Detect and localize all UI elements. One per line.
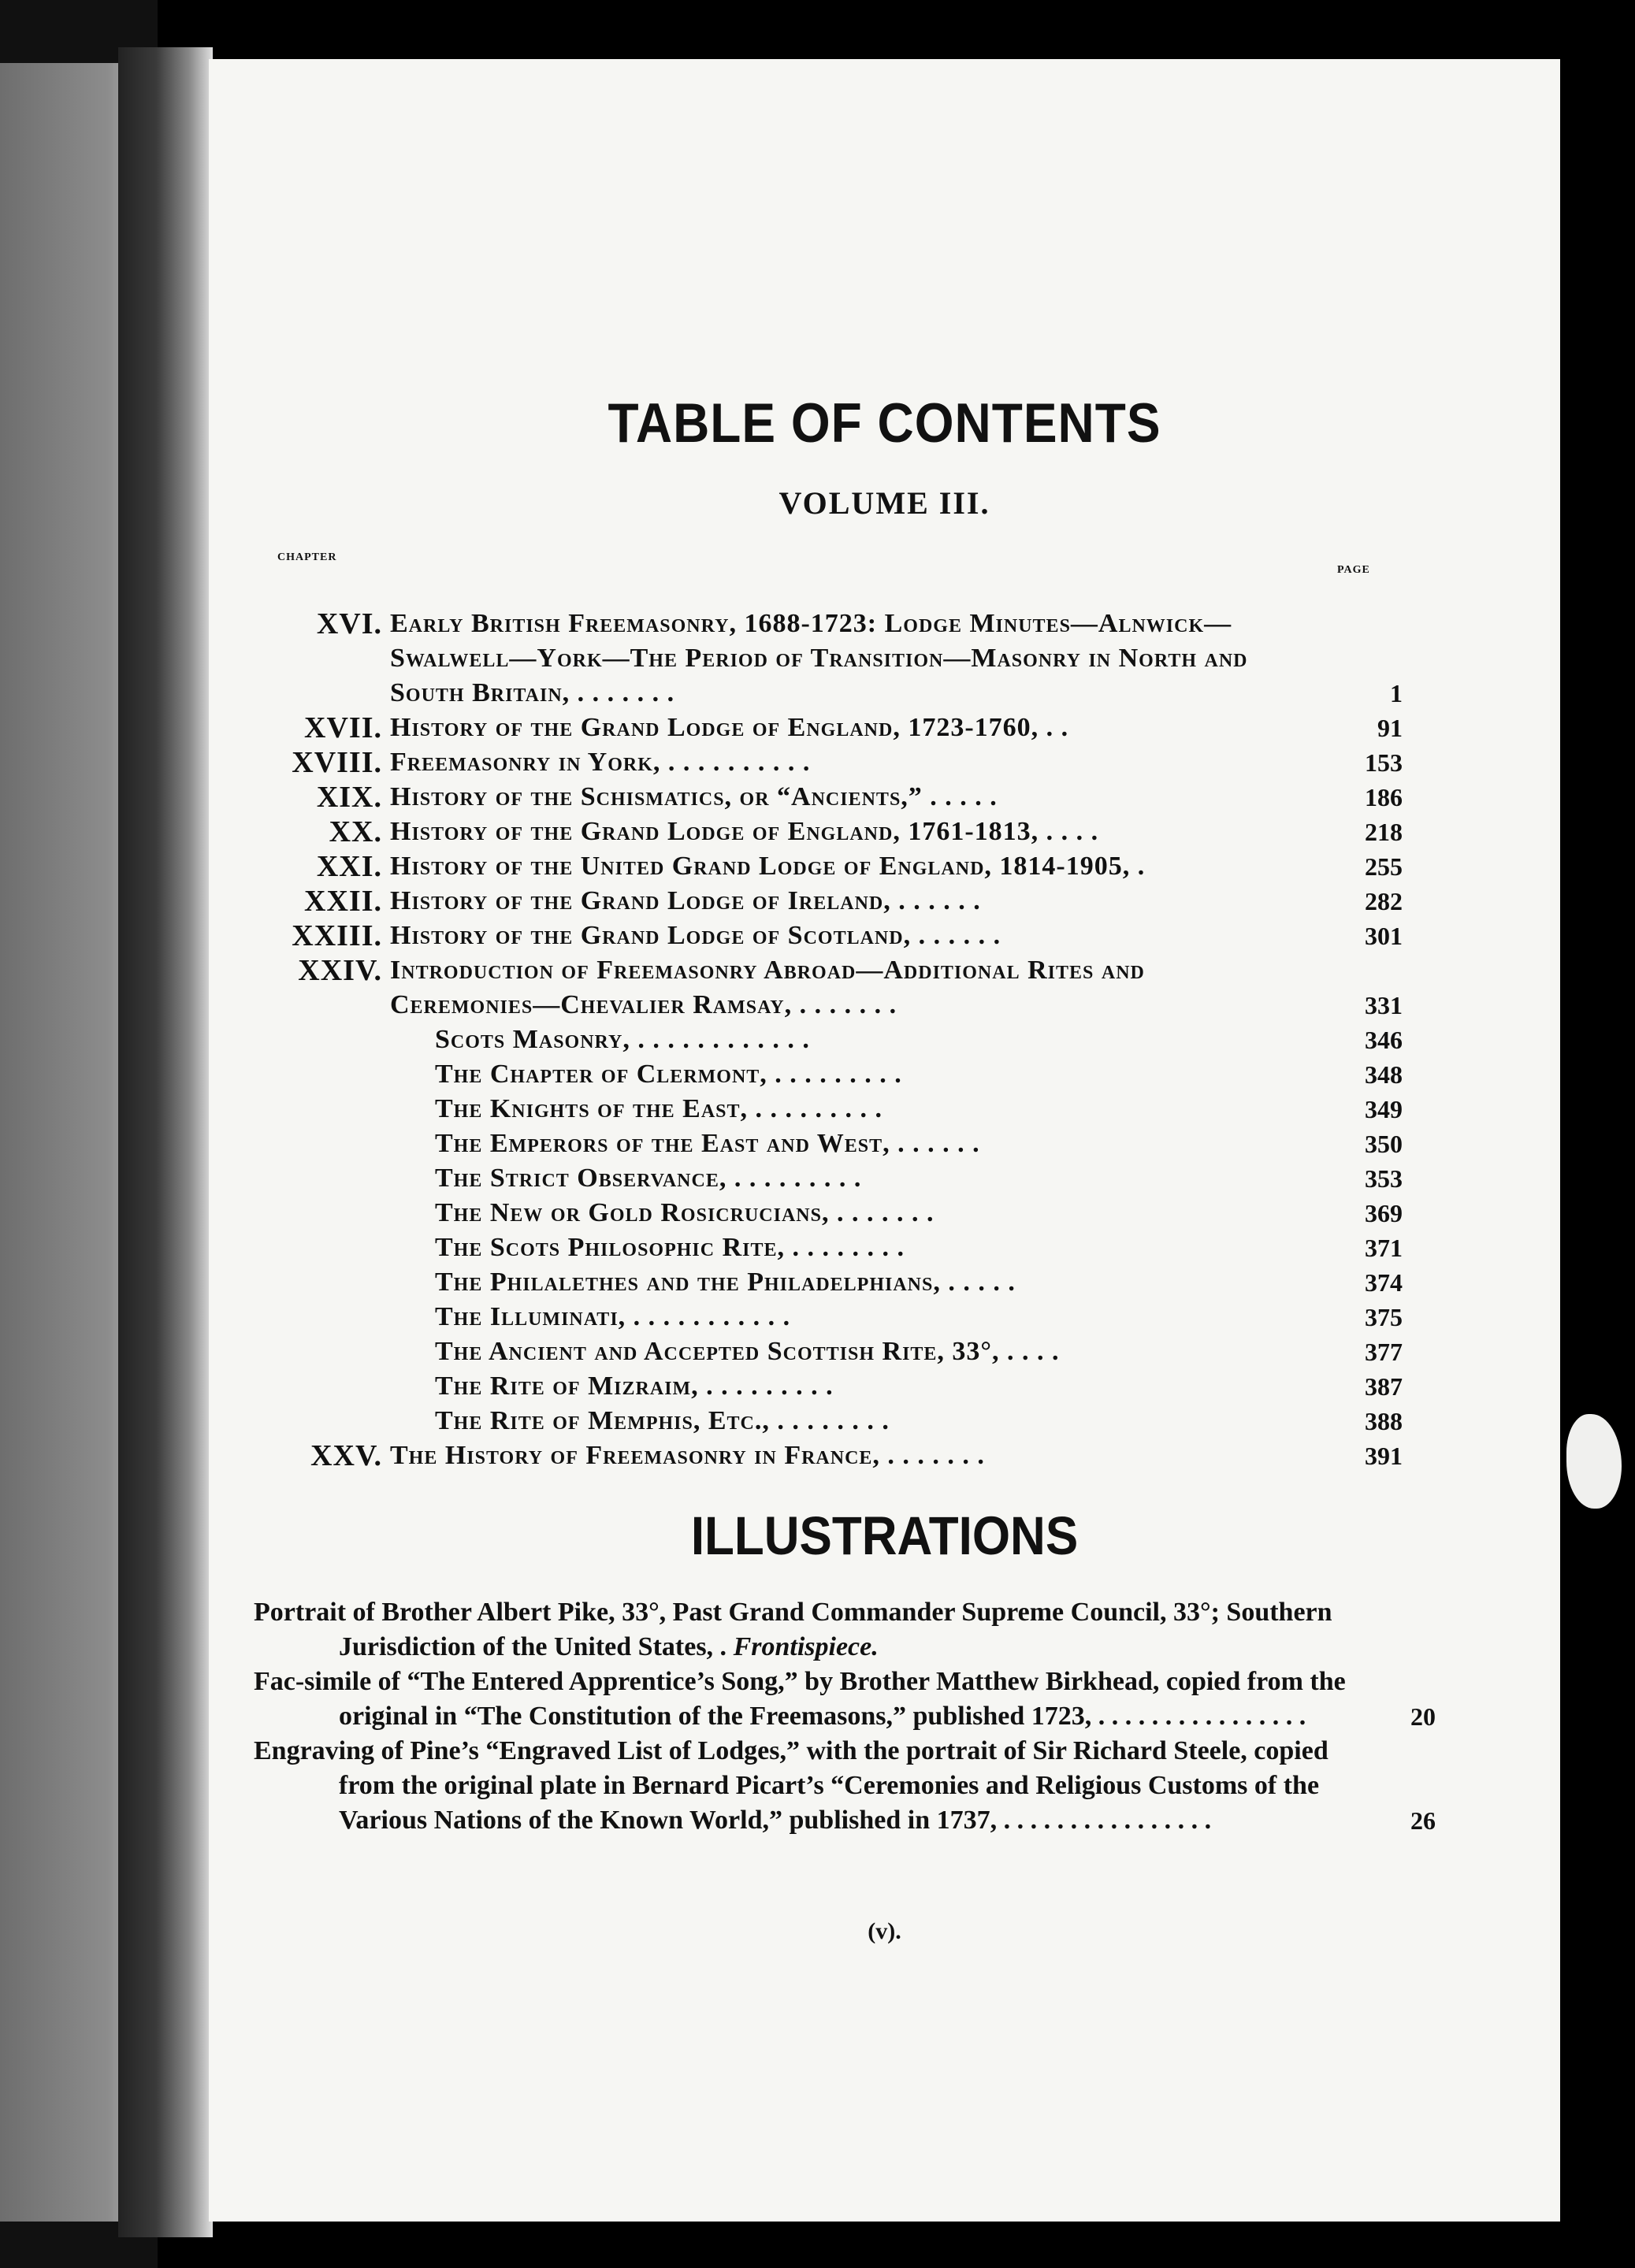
toc-subentry	[260, 1300, 1403, 1334]
subentry-title: The Rite of Mizraim, . . . . . . . . .	[435, 1372, 834, 1401]
subentry-title: The Illuminati, . . . . . . . . . . .	[435, 1302, 791, 1331]
chapter-number: XVII.	[304, 711, 382, 744]
chapter-number: XXIII.	[292, 919, 382, 952]
subentry-title: The New or Gold Rosicrucians, . . . . . . .	[435, 1198, 935, 1227]
toc-entry	[260, 607, 1403, 711]
page-number: 377	[1365, 1338, 1403, 1366]
chapter-title: History of the Grand Lodge of England, 1723-1760, . .	[390, 713, 1069, 742]
toc-subentry	[260, 1057, 1403, 1092]
subentry-title: The Emperors of the East and West, . . . . . .	[435, 1129, 980, 1158]
chapter-number: XXII.	[304, 885, 382, 918]
chapter-number: XVI.	[316, 607, 382, 640]
illustration-entry	[254, 1595, 1373, 1665]
illustration-text: Portrait of Brother Albert Pike, 33°, Past Grand Commander Supreme Council, 33°; Southern Jurisdiction of the United States, .	[254, 1598, 1332, 1661]
toc-entry	[260, 919, 1403, 953]
chapter-number: XVIII.	[292, 746, 382, 779]
subentry-title: The Ancient and Accepted Scottish Rite, 33°, . . . .	[435, 1337, 1060, 1366]
subentry-title: The Chapter of Clermont, . . . . . . . . .	[435, 1060, 902, 1089]
illustrations-list	[254, 1595, 1436, 1838]
toc-entry	[260, 711, 1403, 745]
toc-entry	[260, 953, 1403, 1023]
toc-subentry	[260, 1023, 1403, 1057]
illustration-entry	[254, 1665, 1436, 1734]
page-number: 371	[1365, 1234, 1403, 1262]
toc-subentry	[260, 1231, 1403, 1265]
chapter-title: The History of Freemasonry in France, . . . . . . .	[390, 1441, 985, 1470]
page-number: 353	[1365, 1164, 1403, 1193]
toc-subentry	[260, 1161, 1403, 1196]
toc-subentry	[260, 1127, 1403, 1161]
chapter-title: History of the United Grand Lodge of England, 1814-1905, .	[390, 852, 1146, 881]
chapter-title: Early British Freemasonry, 1688-1723: Lodge Minutes—Alnwick—Swalwell—York—The Period of Transition—Masonry in North and South Britain, . . . . . . .	[390, 609, 1248, 707]
toc-entry	[260, 815, 1403, 849]
illustration-note: Frontispiece.	[733, 1632, 879, 1661]
page-number: 301	[1365, 922, 1403, 950]
page-number: 350	[1365, 1130, 1403, 1158]
subentry-title: The Knights of the East, . . . . . . . . .	[435, 1094, 883, 1123]
toc-entry	[260, 780, 1403, 815]
chapter-number: XXV.	[310, 1439, 382, 1472]
toc-subentry	[260, 1404, 1403, 1438]
subentry-title: The Scots Philosophic Rite, . . . . . . . .	[435, 1233, 905, 1262]
subentry-title: The Strict Observance, . . . . . . . . .	[435, 1164, 862, 1193]
page-folio: (v).	[868, 1918, 901, 1944]
page-number: 26	[1410, 1806, 1436, 1835]
toc-entry	[260, 884, 1403, 919]
chapter-column-header: CHAPTER	[277, 551, 337, 563]
chapter-number: XX.	[329, 815, 382, 848]
page-number: 346	[1365, 1026, 1403, 1054]
table-of-contents	[260, 567, 1403, 1473]
chapter-title: Introduction of Freemasonry Abroad—Additional Rites and Ceremonies—Chevalier Ramsay, . . . . . . .	[390, 956, 1145, 1019]
page-number: 282	[1365, 887, 1403, 915]
scan-background-right	[1560, 0, 1635, 2268]
toc-entry	[260, 745, 1403, 780]
page-number: 349	[1365, 1095, 1403, 1123]
chapter-number: XIX.	[316, 781, 382, 814]
toc-subentry	[260, 1369, 1403, 1404]
page-number: 186	[1365, 783, 1403, 811]
page-column-header: PAGE	[1337, 564, 1370, 576]
page-number: 388	[1365, 1407, 1403, 1435]
page-number: 387	[1365, 1372, 1403, 1401]
chapter-title: History of the Grand Lodge of Ireland, . . . . . .	[390, 886, 981, 915]
book-gutter	[118, 47, 213, 2237]
toc-entry	[260, 849, 1403, 884]
subentry-title: The Philalethes and the Philadelphians, . . . . .	[435, 1268, 1016, 1297]
volume-label: VOLUME III.	[778, 485, 990, 521]
page-number: 348	[1365, 1060, 1403, 1089]
toc-subentry	[260, 1334, 1403, 1369]
page-number: 20	[1410, 1702, 1436, 1731]
page-number: 374	[1365, 1268, 1403, 1297]
illustration-entry	[254, 1734, 1436, 1838]
page-number: 218	[1365, 818, 1403, 846]
chapter-number: XXIV.	[298, 954, 382, 987]
chapter-title: History of the Grand Lodge of Scotland, . . . . . .	[390, 921, 1001, 950]
page-number: 331	[1365, 991, 1403, 1019]
chapter-title: History of the Grand Lodge of England, 1761-1813, . . . .	[390, 817, 1099, 846]
toc-subentry	[260, 1265, 1403, 1300]
chapter-title: Freemasonry in York, . . . . . . . . . .	[390, 748, 811, 777]
page-number: 369	[1365, 1199, 1403, 1227]
chapter-number: XXI.	[316, 850, 382, 883]
page-number: 391	[1365, 1442, 1403, 1470]
page-number: 91	[1377, 714, 1403, 742]
page-number: 1	[1390, 679, 1403, 707]
chapter-title: History of the Schismatics, or “Ancients,” . . . . .	[390, 782, 998, 811]
illustration-text: Engraving of Pine’s “Engraved List of Lodges,” with the portrait of Sir Richard Steele, copied from the original plate in Bernard Picart’s “Ceremonies and Religious Customs of the Various Nations of the Known World,” published in 1737, . . . . . . . . . . . . . . . .	[254, 1736, 1328, 1835]
page-title: TABLE OF CONTENTS	[608, 392, 1161, 455]
illustrations-heading: ILLUSTRATIONS	[690, 1506, 1079, 1567]
page-number: 375	[1365, 1303, 1403, 1331]
subentry-title: Scots Masonry, . . . . . . . . . . . .	[435, 1025, 810, 1054]
page-number: 153	[1365, 748, 1403, 777]
subentry-title: The Rite of Memphis, Etc., . . . . . . . .	[435, 1406, 890, 1435]
toc-subentry	[260, 1196, 1403, 1231]
page-number: 255	[1365, 852, 1403, 881]
toc-subentry	[260, 1092, 1403, 1127]
toc-entry	[260, 1438, 1403, 1473]
illustration-text: Fac-simile of “The Entered Apprentice’s Song,” by Brother Matthew Birkhead, copied from the original in “The Constitution of the Freemasons,” published 1723, . . . . . . . . . . . . . . . .	[254, 1667, 1346, 1731]
